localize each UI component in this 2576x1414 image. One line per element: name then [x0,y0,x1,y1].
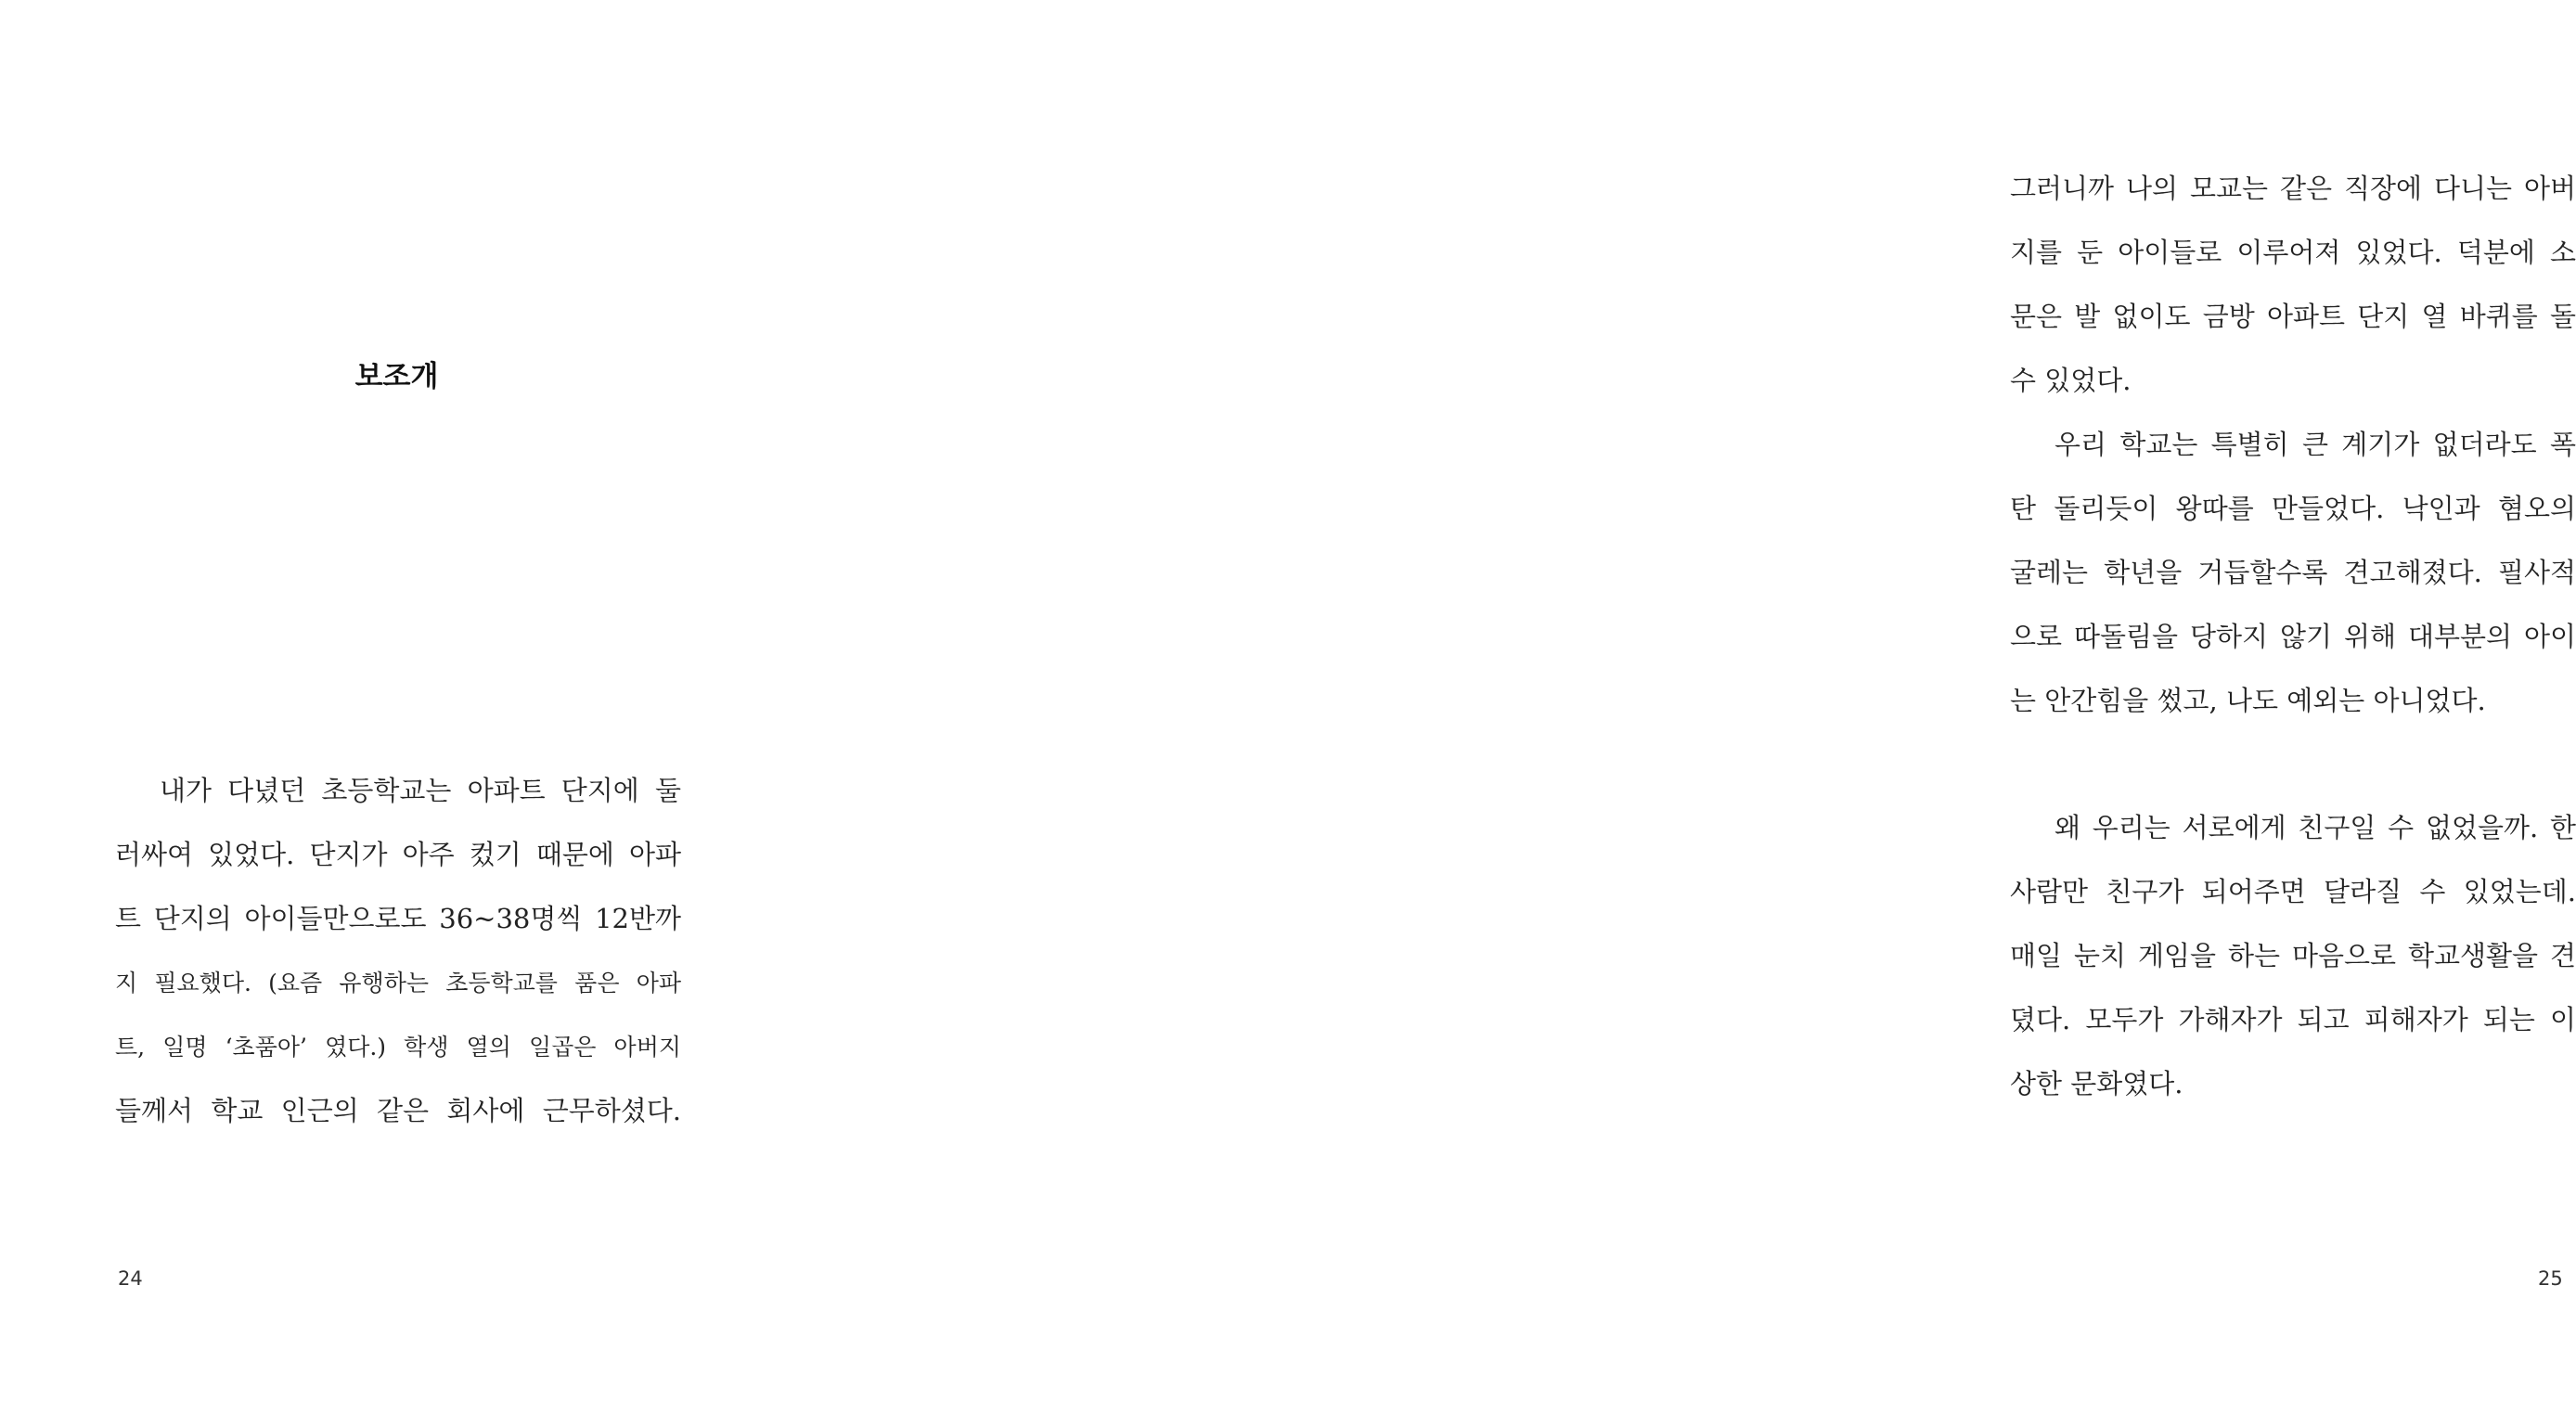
page-number-right: 25 [2538,1267,2563,1290]
text-line: 왜 우리는 서로에게 친구일 수 없었을까. 한 [2054,812,2576,843]
text-line: 그러니까 나의 모교는 같은 직장에 다니는 아버 [2010,173,2576,204]
text-line: 뎠다. 모두가 가해자가 되고 피해자가 되는 이 [2010,1004,2576,1035]
text-line: 지를 둔 아이들로 이루어져 있었다. 덕분에 소 [2010,237,2576,268]
text-line: 우리 학교는 특별히 큰 계기가 없더라도 폭 [2054,429,2576,460]
text-line: 상한 문화였다. [2010,1068,2183,1099]
left-paragraph [115,759,681,1143]
right-paragraph-1 [2010,157,2576,733]
right-page [891,0,2576,1414]
text-line: 트, 일명 ‘초품아’ 였다.) 학생 열의 일곱은 아버지 [115,1034,681,1060]
text-line: 들께서 학교 인근의 같은 회사에 근무하셨다. [115,1095,681,1126]
text-line: 러싸여 있었다. 단지가 아주 컸기 때문에 아파 [115,839,681,870]
text-line: 수 있었다. [2010,365,2132,396]
text-line: 문은 발 없이도 금방 아파트 단지 열 바퀴를 돌 [2010,301,2576,332]
text-line: 는 안간힘을 썼고, 나도 예외는 아니었다. [2010,685,2486,716]
right-paragraph-3 [2010,796,2576,1116]
text-line: 매일 눈치 게임을 하는 마음으로 학교생활을 견 [2010,940,2576,971]
text-line: 지 필요했다. (요즘 유행하는 초등학교를 품은 아파 [115,970,681,996]
left-page [0,0,891,1414]
text-line: 내가 다녔던 초등학교는 아파트 단지에 둘 [160,775,681,806]
text-line: 사람만 친구가 되어주면 달라질 수 있었는데. [2010,876,2576,907]
chapter-title: 보조개 [354,360,439,393]
page-number-left: 24 [118,1267,143,1290]
text-line: 으로 따돌림을 당하지 않기 위해 대부분의 아이 [2010,621,2576,652]
text-line: 탄 돌리듯이 왕따를 만들었다. 낙인과 혐오의 [2010,493,2576,524]
text-line: 트 단지의 아이들만으로도 36~38명씩 12반까 [115,903,681,934]
text-line: 굴레는 학년을 거듭할수록 견고해졌다. 필사적 [2010,557,2576,588]
